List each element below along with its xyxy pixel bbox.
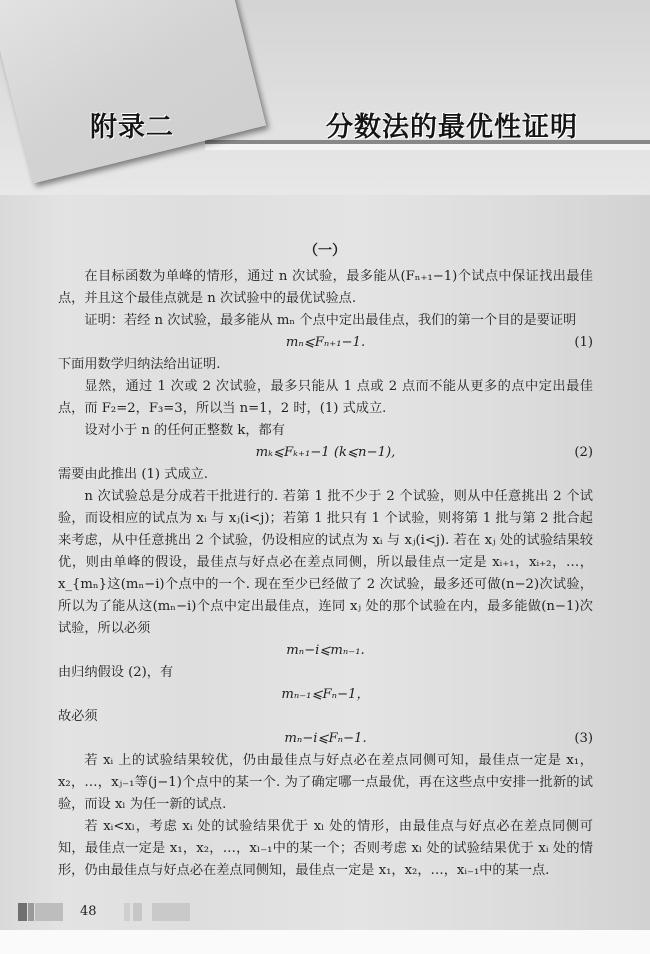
page-bottom-margin — [0, 930, 650, 954]
equation-5-number: (3) — [574, 731, 593, 746]
page-number: 48 — [80, 904, 97, 919]
paragraph-induction: 下面用数学归纳法给出证明. — [58, 357, 221, 372]
paragraph-by-hypothesis: 由归纳假设 (2)，有 — [58, 665, 174, 680]
banner-divider-highlight — [205, 144, 650, 150]
equation-1-text: mₙ⩽Fₙ₊₁−1. — [285, 335, 366, 350]
equation-2-number: (2) — [574, 445, 593, 460]
paragraph-proof-intro: 证明：若经 n 次试验，最多能从 mₙ 个点中定出最佳点，我们的第一个目的是要证明 — [84, 313, 577, 328]
paragraph-goal: 需要由此推出 (1) 式成立. — [58, 467, 208, 482]
section-marker: （一） — [304, 243, 346, 259]
equation-2 — [58, 442, 593, 464]
paragraph-base-case: 显然，通过 1 次或 2 次试验，最多只能从 1 点或 2 点而不能从更多的点中定出最佳点，而 F₂=2，F₃=3，所以当 n=1，2 时，(1) 式成立. — [58, 379, 593, 416]
appendix-label: 附录二 — [90, 112, 174, 143]
footer-decor-block — [18, 903, 27, 921]
footer-decor-block — [124, 903, 130, 921]
equation-1 — [58, 332, 593, 354]
paragraph-theorem: 在目标函数为单峰的情形，通过 n 次试验，最多能从(Fₙ₊₁−1)个试点中保证找出最佳点，并且这个最佳点就是 n 次试验中的最优试验点. — [58, 269, 593, 306]
document-body — [58, 266, 593, 882]
footer-decor-block — [28, 903, 34, 921]
equation-5-text: mₙ−i⩽Fₙ−1. — [284, 731, 367, 746]
appendix-title: 分数法的最优性证明 — [326, 112, 578, 143]
footer-decor-block — [35, 903, 63, 921]
equation-2-text: mₖ⩽Fₖ₊₁−1 (k⩽n−1), — [255, 445, 396, 460]
footer-decor-block — [152, 903, 190, 921]
decorative-paper-card — [0, 0, 266, 183]
equation-4-text: mₙ₋₁⩽Fₙ−1， — [281, 687, 370, 702]
paragraph-hypothesis: 设对小于 n 的任何正整数 k，都有 — [84, 423, 285, 438]
footer-decor-block — [133, 903, 142, 921]
paragraph-xi-better: 若 xᵢ 上的试验结果较优，仍由最佳点与好点必在差点同侧可知，最佳点一定是 x₁，x₂，…，xⱼ₋₁等(j−1)个点中的某一个. 为了确定哪一点最优，再在这些点中安排一批新的试验，而设 xₗ 为任一新的试点. — [58, 753, 593, 812]
equation-3 — [58, 640, 593, 662]
equation-1-number: (1) — [574, 335, 593, 350]
equation-3-text: mₙ−i⩽mₙ₋₁. — [286, 643, 365, 658]
equation-5 — [58, 728, 593, 750]
paragraph-batches: n 次试验总是分成若干批进行的. 若第 1 批不少于 2 个试验，则从中任意挑出 2 个试验，而设相应的试点为 xᵢ 与 xⱼ(i<j)；若第 1 批只有 1 个试验，则将第 1 批与第 2 批合起来考虑，从中任意挑出 2 个试验，仍设相应的试点为 xᵢ 与 xⱼ(i<j). 若在 xⱼ 处的试验结果较优，则由单峰的假设，最佳点与好点必在差点同侧，所以最佳点一定是 xᵢ₊₁，xᵢ₊₂，…，x_{mₙ}这(mₙ−i)个点中的一个. 现在至少已经做了 2 次试验，最多还可做(n−2)次试验，所以为了能从这(mₙ−i)个点中定出最佳点，连同 xⱼ 处的那个试验在内，最多能做(n−1)次试验，所以必须 — [58, 489, 593, 636]
paragraph-case-analysis: 若 xᵢ<xₗ，考虑 xᵢ 处的试验结果优于 xₗ 处的情形，由最佳点与好点必在差点同侧可知，最佳点一定是 x₁，x₂，…，xₗ₋₁中的某一个；否则考虑 xₗ 处的试验结果优于 xᵢ 处的情形，仍由最佳点与好点必在差点同侧知，最佳点一定是 x₁，x₂，…，xᵢ₋₁中的某一点. — [58, 819, 593, 878]
header-banner — [0, 0, 650, 195]
paragraph-therefore: 故必须 — [58, 709, 98, 724]
page-footer — [18, 903, 188, 921]
equation-4 — [58, 684, 593, 706]
